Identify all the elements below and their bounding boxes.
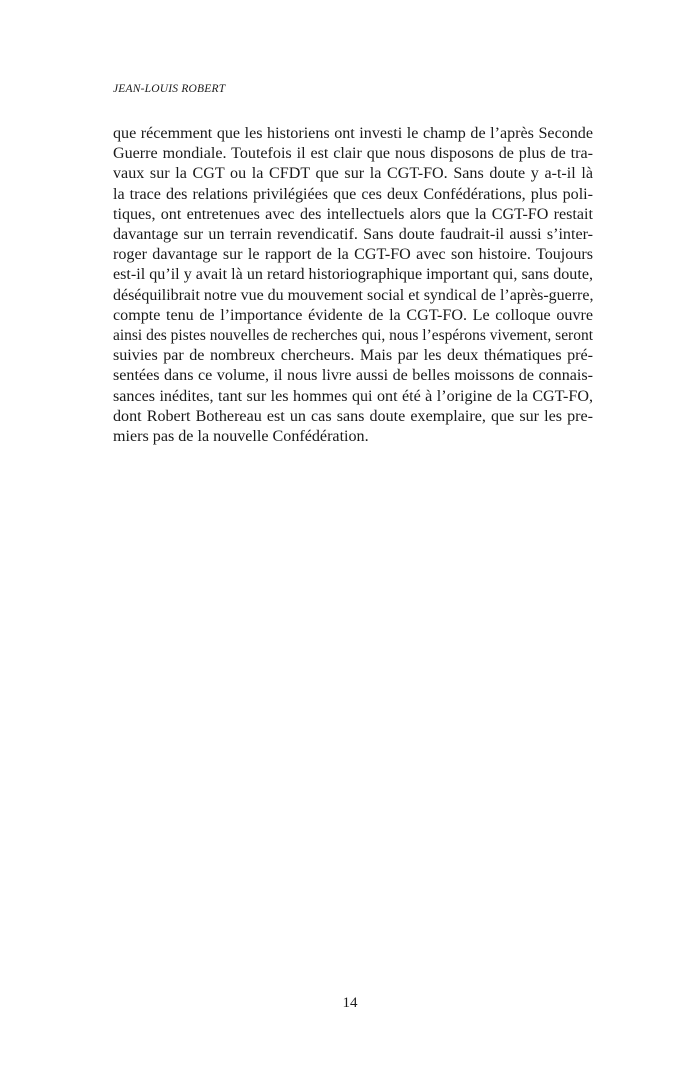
- text-line: suivies par de nombreux chercheurs. Mais par les deux thématiques pré-: [113, 347, 593, 365]
- text-line: que récemment que les historiens ont investi le champ de l’après Seconde: [113, 125, 593, 142]
- text-line: ainsi des pistes nouvelles de recherches qui, nous l’espérons vivement, seront: [113, 327, 593, 345]
- text-line: miers pas de la nouvelle Confédération.: [113, 428, 369, 446]
- running-head: JEAN-LOUIS ROBERT: [113, 83, 226, 95]
- page-number: 14: [342, 995, 358, 1011]
- text-line: Guerre mondiale. Toutefois il est clair que nous disposons de plus de tra-: [113, 145, 593, 163]
- text-line: est-il qu’il y avait là un retard historiographique important qui, sans doute,: [113, 266, 593, 284]
- text-line: roger davantage sur le rapport de la CGT-FO avec son histoire. Toujours: [113, 246, 593, 264]
- text-line: sentées dans ce volume, il nous livre aussi de belles moissons de connais-: [113, 367, 593, 385]
- text-line: dont Robert Bothereau est un cas sans doute exemplaire, que sur les pre-: [113, 407, 593, 425]
- text-line: la trace des relations privilégiées que ces deux Confédérations, plus poli-: [113, 185, 593, 203]
- text-line: sances inédites, tant sur les hommes qui ont été à l’origine de la CGT-FO,: [113, 387, 593, 405]
- text-line: déséquilibrait notre vue du mouvement social et syndical de l’après-guerre,: [113, 286, 594, 304]
- text-line: compte tenu de l’importance évidente de la CGT-FO. Le colloque ouvre: [113, 306, 593, 324]
- text-line: tiques, ont entretenues avec des intellectuels alors que la CGT-FO restait: [113, 205, 593, 223]
- text-line: davantage sur un terrain revendicatif. Sans doute faudrait-il aussi s’inter-: [113, 226, 593, 244]
- text-line: vaux sur la CGT ou la CFDT que sur la CGT-FO. Sans doute y a-t-il là: [113, 165, 593, 183]
- body-paragraph: [113, 124, 593, 447]
